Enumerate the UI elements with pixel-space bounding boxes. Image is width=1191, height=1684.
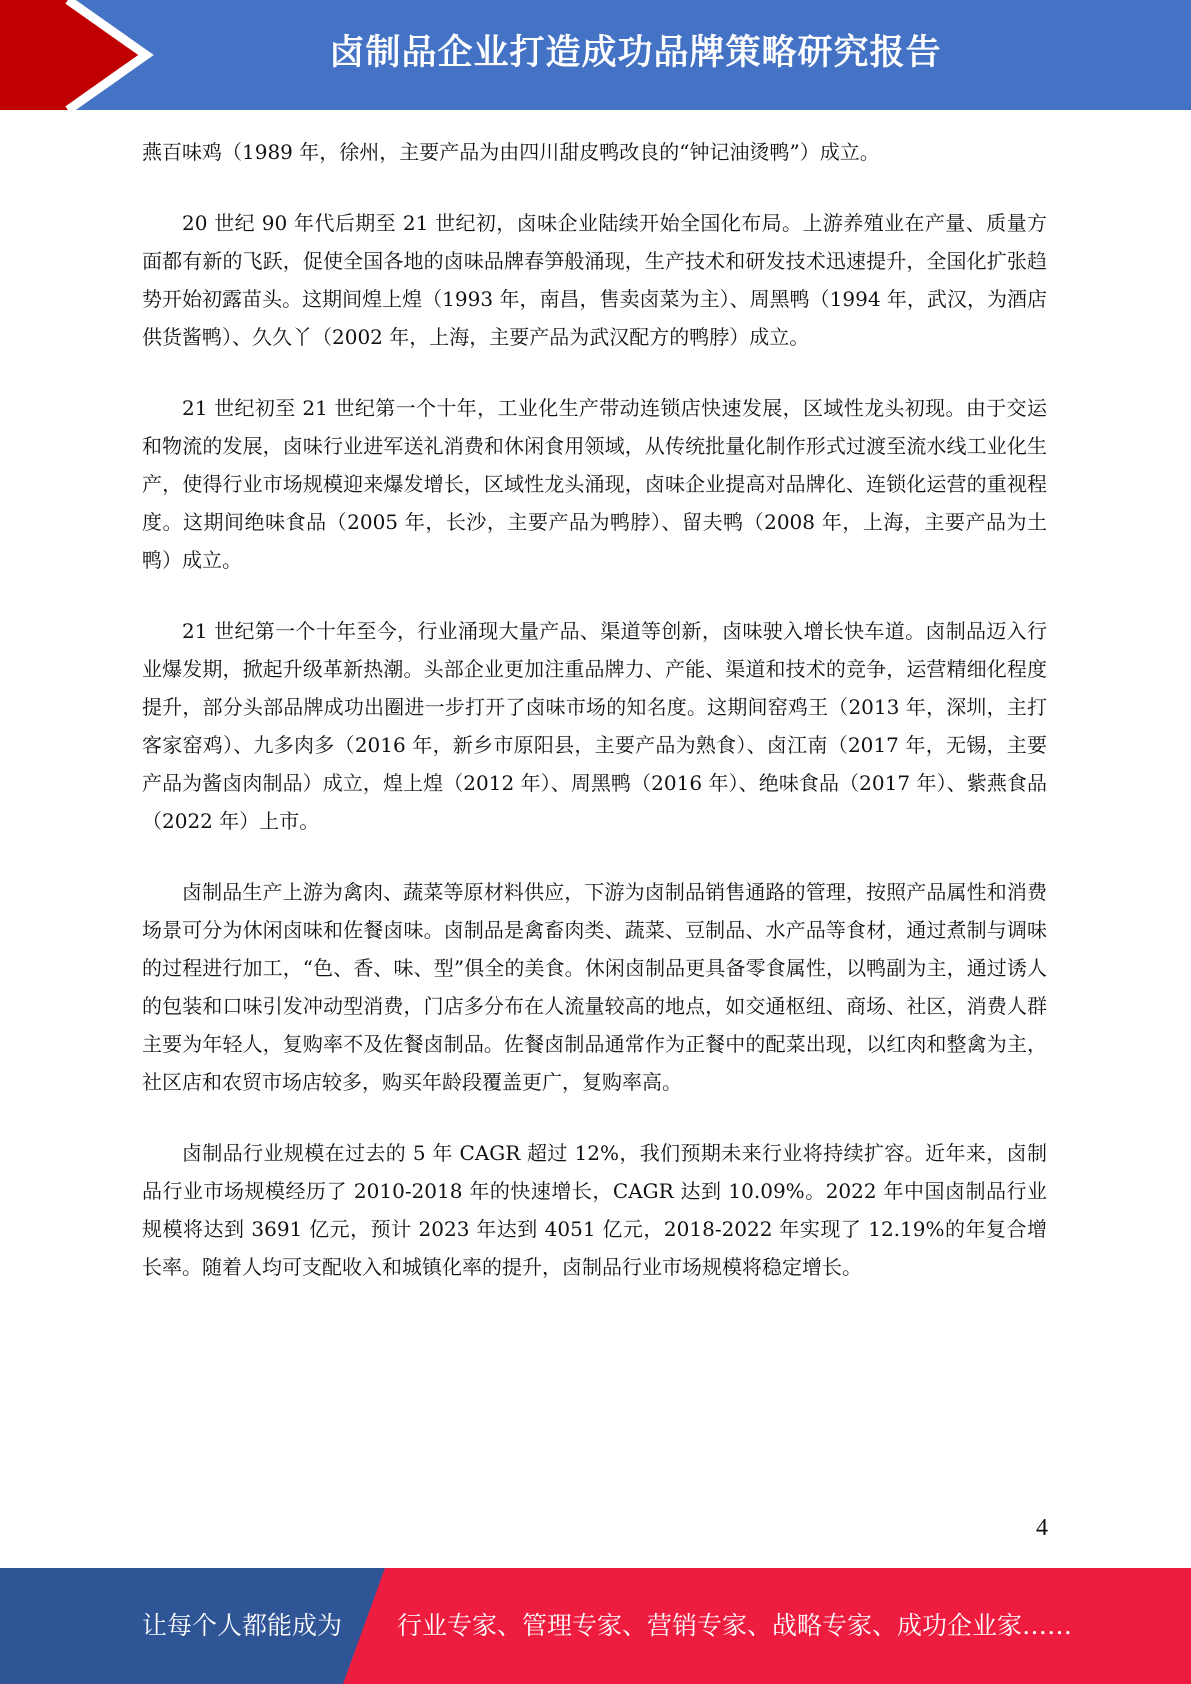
document-body xyxy=(142,133,1047,1319)
footer-slogan-left: 让每个人都能成为 xyxy=(142,1611,343,1640)
paragraph-4: 21 世纪第一个十年至今，行业涌现大量产品、渠道等创新，卤味驶入增长快车道。卤制品迈入行业爆发期，掀起升级革新热潮。头部企业更加注重品牌力、产能、渠道和技术的竞争，运营精细化程度提升，部分头部品牌成功出圈进一步打开了卤味市场的知名度。这期间窑鸡王（2013 年，深圳，主打客家窑鸡）、九多肉多（2016 年，新乡市原阳县，主要产品为熟食）、卤江南（2017 年，无锡，主要产品为酱卤肉制品）成立，煌上煌（2012 年）、周黑鸭（2016 年）、绝味食品（2017 年）、紫燕食品（2022 年）上市。 xyxy=(142,619,1047,833)
footer-slogan-right: 行业专家、管理专家、营销专家、战略专家、成功企业家…… xyxy=(397,1611,1073,1640)
paragraph-5: 卤制品生产上游为禽肉、蔬菜等原材料供应，下游为卤制品销售通路的管理，按照产品属性和消费场景可分为休闲卤味和佐餐卤味。卤制品是禽畜肉类、蔬菜、豆制品、水产品等食材，通过煮制与调味的过程进行加工，“色、香、味、型”俱全的美食。休闲卤制品更具备零食属性，以鸭副为主，通过诱人的包装和口味引发冲动型消费，门店多分布在人流量较高的地点，如交通枢纽、商场、社区，消费人群主要为年轻人，复购率不及佐餐卤制品。佐餐卤制品通常作为正餐中的配菜出现，以红肉和整禽为主，社区店和农贸市场店较多，购买年龄段覆盖更广，复购率高。 xyxy=(142,880,1047,1094)
paragraph-3: 21 世纪初至 21 世纪第一个十年，工业化生产带动连锁店快速发展，区域性龙头初现。由于交运和物流的发展，卤味行业进军送礼消费和休闲食用领域，从传统批量化制作形式过渡至流水线工业化生产，使得行业市场规模迎来爆发增长，区域性龙头涌现，卤味企业提高对品牌化、连锁化运营的重视程度。这期间绝味食品（2005 年，长沙，主要产品为鸭脖）、留夫鸭（2008 年，上海，主要产品为土鸭）成立。 xyxy=(142,396,1047,572)
header-banner xyxy=(0,0,1191,110)
paragraph-2: 20 世纪 90 年代后期至 21 世纪初，卤味企业陆续开始全国化布局。上游养殖业在产量、质量方面都有新的飞跃，促使全国各地的卤味品牌春笋般涌现，生产技术和研发技术迅速提升，全国化扩张趋势开始初露苗头。这期间煌上煌（1993 年，南昌，售卖卤菜为主）、周黑鸭（1994 年，武汉，为酒店供货酱鸭）、久久丫（2002 年，上海，主要产品为武汉配方的鸭脖）成立。 xyxy=(142,211,1047,349)
page-number: 4 xyxy=(1036,1515,1048,1541)
footer-banner xyxy=(0,1568,1191,1684)
report-title: 卤制品企业打造成功品牌策略研究报告 xyxy=(329,33,942,73)
paragraph-1: 燕百味鸡（1989 年，徐州，主要产品为由四川甜皮鸭改良的“钟记油烫鸭”）成立。 xyxy=(142,140,880,164)
paragraph-6: 卤制品行业规模在过去的 5 年 CAGR 超过 12%，我们预期未来行业将持续扩容。近年来，卤制品行业市场规模经历了 2010-2018 年的快速增长，CAGR 达到 10.09%。2022 年中国卤制品行业规模将达到 3691 亿元，预计 2023 年达到 4051 亿元，2018-2022 年实现了 12.19%的年复合增长率。随着人均可支配收入和城镇化率的提升，卤制品行业市场规模将稳定增长。 xyxy=(142,1141,1047,1279)
